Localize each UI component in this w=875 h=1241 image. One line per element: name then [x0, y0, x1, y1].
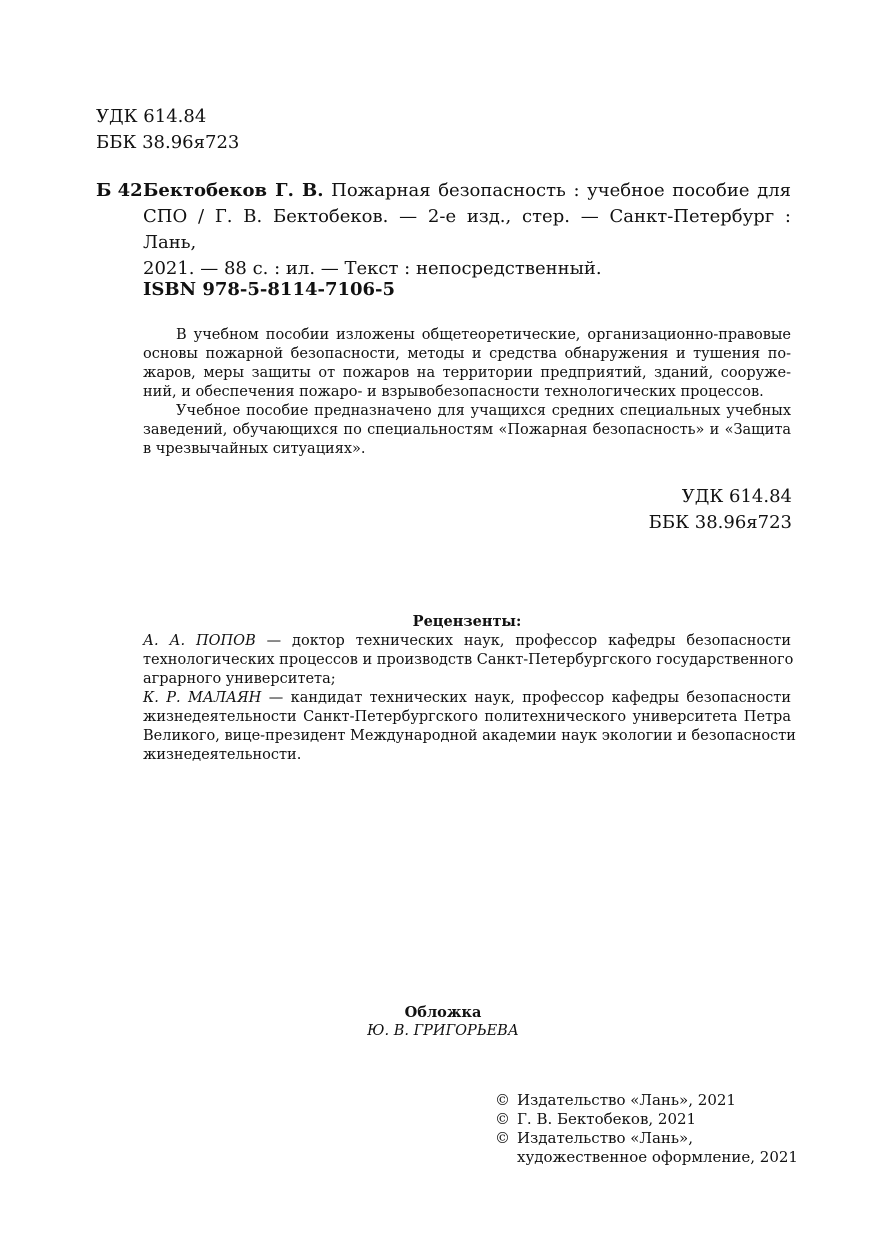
copyright-block: [495, 1091, 815, 1167]
abstract-line: заведений, обучающихся по специальностям «Пожарная безопасность» и «Защита: [143, 422, 791, 438]
bbk-code: ББК 38.96я723: [96, 132, 240, 153]
bib-line-2: СПО / Г. В. Бектобеков. — 2-е изд., стер. — Санкт-Петербург : Лань,: [143, 206, 791, 253]
abstract: [143, 326, 791, 459]
reviewer-1-line: аграрного университета;: [143, 671, 336, 687]
copyright-line: © Издательство «Лань»,: [495, 1129, 694, 1147]
reviewer-1-desc: — доктор технических наук, профессор кафедры безопасности: [255, 633, 791, 649]
classification-top: [96, 104, 239, 156]
bib-line-3: 2021. — 88 с. : ил. — Текст : непосредственный.: [143, 258, 602, 279]
copyright-icon: ©: [495, 1091, 510, 1109]
abstract-line: в чрезвычайных ситуациях».: [143, 441, 366, 457]
cover-title: Обложка: [404, 1004, 482, 1021]
bbk-code: ББК 38.96я723: [648, 512, 792, 533]
bibliographic-record: [143, 178, 791, 282]
reviewer-2-line: Великого, вице-президент Международной академии наук экологии и безопасности: [143, 728, 796, 744]
abstract-line: основы пожарной безопасности, методы и средства обнаружения и тушения по-: [143, 346, 791, 362]
reviewers-list: [143, 632, 796, 765]
bib-title: Пожарная безопасность : учебное пособие для: [331, 180, 791, 201]
cover-designer: Ю. В. ГРИГОРЬЕВА: [367, 1023, 519, 1039]
bib-line-1: [143, 178, 791, 204]
copyright-line-continued: художественное оформление, 2021: [517, 1148, 798, 1166]
isbn: ISBN 978-5-8114-7106-5: [143, 279, 396, 300]
reviewer-1-name: А. А. ПОПОВ: [143, 633, 256, 649]
udk-code: УДК 614.84: [96, 106, 207, 127]
reviewer-2-desc: — кандидат технических наук, профессор кафедры безопасности: [261, 690, 791, 706]
copyright-icon: ©: [495, 1129, 510, 1147]
bib-author: Бектобеков Г. В.: [143, 180, 324, 201]
reviewer-2-line: [143, 689, 791, 708]
copyright-icon: ©: [495, 1110, 510, 1128]
reviewers-title: Рецензенты:: [412, 613, 522, 630]
abstract-line: В учебном пособии изложены общетеоретические, организационно-правовые: [176, 327, 791, 343]
reviewer-1-line: технологических процессов и производств Санкт-Петербургского государственного: [143, 652, 794, 668]
udk-code: УДК 614.84: [681, 486, 792, 507]
author-mark: Б 42: [96, 180, 143, 201]
abstract-line: жаров, меры защиты от пожаров на территории предприятий, зданий, сооруже-: [143, 365, 791, 381]
abstract-line: Учебное пособие предназначено для учащихся средних специальных учебных: [176, 403, 791, 419]
reviewer-2-name: К. Р. МАЛАЯН: [143, 690, 262, 706]
reviewer-2-line: жизнедеятельности Санкт-Петербургского политехнического университета Петра: [143, 709, 791, 725]
reviewer-2-line: жизнедеятельности.: [143, 747, 302, 763]
classification-bottom: [640, 484, 792, 536]
reviewer-1-line: [143, 632, 791, 651]
copyright-line: © Издательство «Лань», 2021: [495, 1091, 736, 1109]
abstract-line: ний, и обеспечения пожаро- и взрывобезопасности технологических процессов.: [143, 384, 764, 400]
copyright-line: © Г. В. Бектобеков, 2021: [495, 1110, 697, 1128]
